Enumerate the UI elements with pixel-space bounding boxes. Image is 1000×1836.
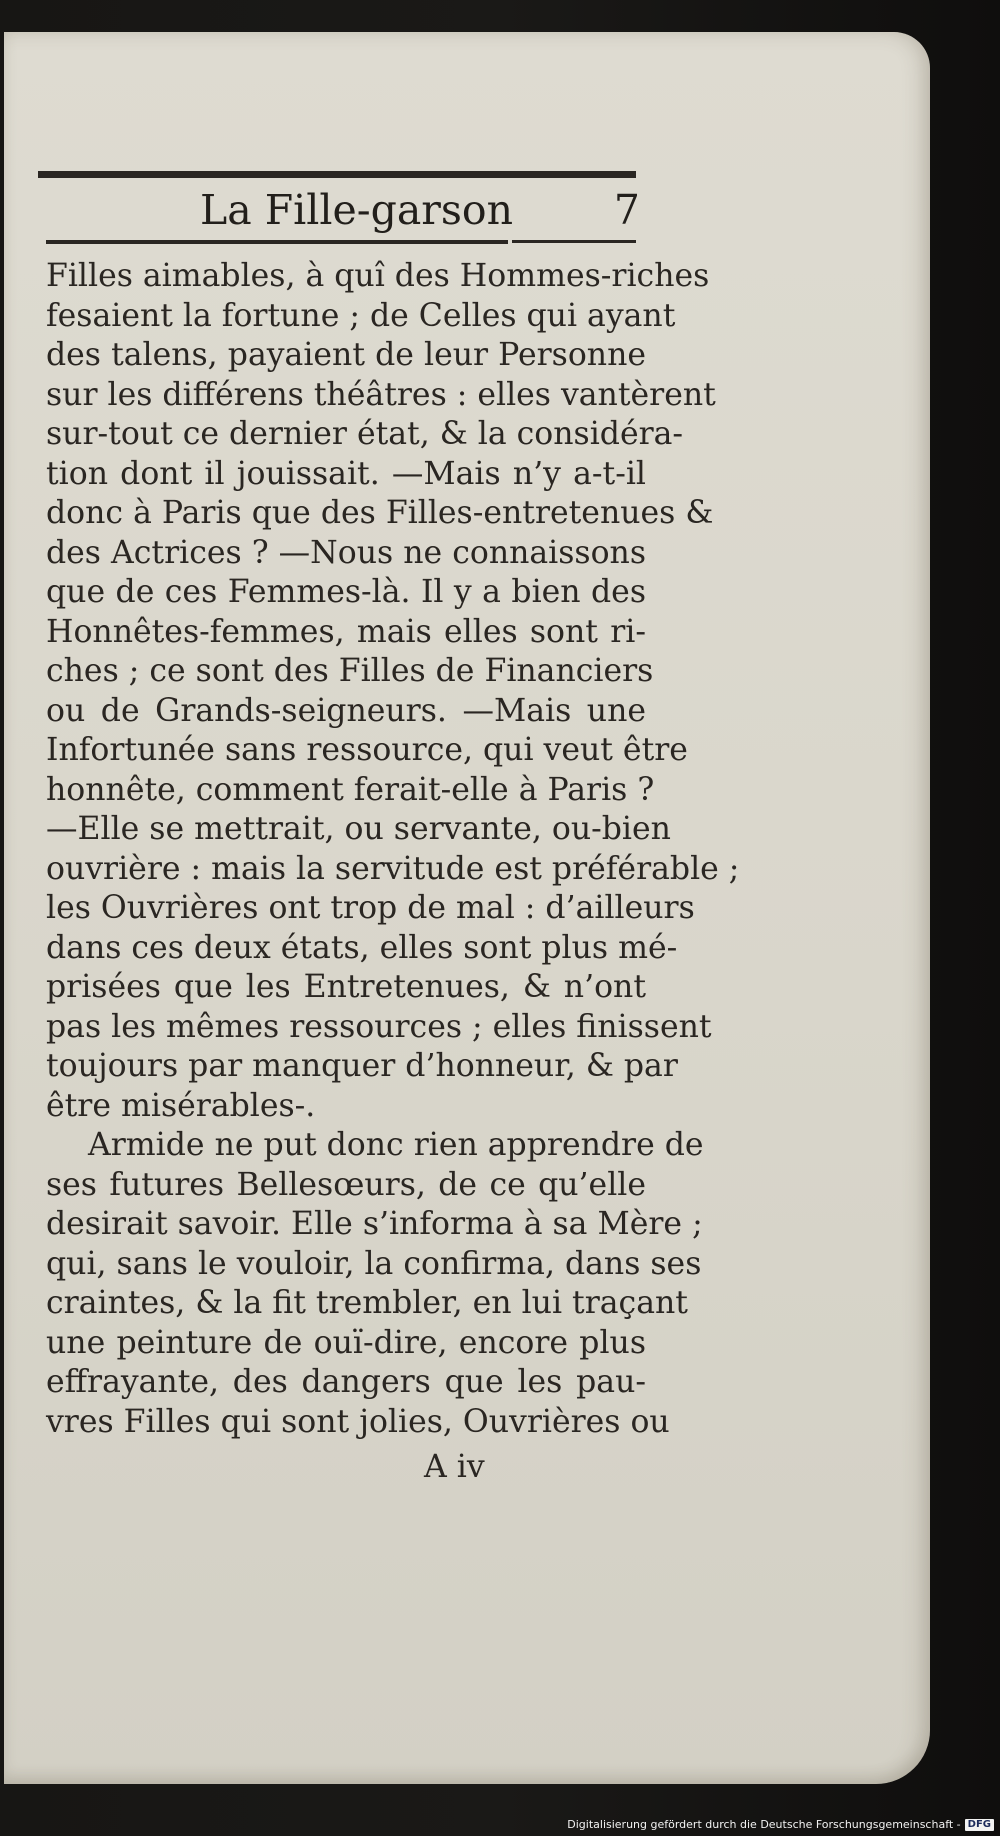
text-line: pas les mêmes ressources ; elles finissent <box>46 1008 712 1045</box>
text-line: vres Filles qui sont jolies, Ouvrières ou <box>46 1403 670 1440</box>
text-line: honnête, comment ferait-elle à Paris ? <box>46 771 655 808</box>
text-line: être misérables-. <box>46 1087 316 1124</box>
signature-mark: A iv <box>424 1449 485 1485</box>
header-rule-bottom <box>46 240 508 244</box>
text-line: sur les différens théâtres : elles vantèrent <box>46 376 716 413</box>
text-line: qui, sans le vouloir, la confirma, dans ses <box>46 1245 702 1282</box>
text-line: Infortunée sans ressource, qui veut être <box>46 732 688 768</box>
text-line: des Actrices ? —Nous ne connaissons <box>46 534 646 571</box>
text-line: toujours par manquer d’honneur, & par <box>46 1048 678 1084</box>
text-line: craintes, & la fit trembler, en lui traçant <box>46 1285 688 1321</box>
page-number: 7 <box>613 186 640 234</box>
text-line: prisées que les Entretenues, & n’ont <box>46 969 646 1005</box>
text-line: fesaient la fortune ; de Celles qui ayant <box>46 297 676 334</box>
text-line: une peinture de ouï-dire, encore plus <box>46 1324 646 1361</box>
text-line: Honnêtes-femmes, mais elles sont ri- <box>46 613 646 650</box>
text-line: effrayante, des dangers que les pau- <box>46 1364 646 1400</box>
text-line: donc à Paris que des Filles-entretenues & <box>46 495 714 531</box>
header-rule-bottom-right <box>512 240 636 243</box>
header-rule-top <box>38 171 636 178</box>
text-line: tion dont il jouissait. —Mais n’y a-t-il <box>46 455 646 492</box>
text-line: desirait savoir. Elle s’informa à sa Mère ; <box>46 1206 703 1242</box>
text-line: les Ouvrières ont trop de mal : d’ailleurs <box>46 890 695 926</box>
text-line: que de ces Femmes-là. Il y a bien des <box>46 574 646 610</box>
text-line: ou de Grands-seigneurs. —Mais une <box>46 692 646 729</box>
text-line: des talens, payaient de leur Personne <box>46 337 646 373</box>
text-line: ses futures Bellesœurs, de ce qu’elle <box>46 1166 646 1203</box>
text-line: —Elle se mettrait, ou servante, ou-bien <box>46 811 671 847</box>
text-line: ches ; ce sont des Filles de Financiers <box>46 653 654 689</box>
text-line: dans ces deux états, elles sont plus mé- <box>46 929 678 966</box>
body-text <box>46 257 740 1442</box>
text-line: ouvrière : mais la servitude est préférable ; <box>46 850 740 887</box>
text-line: sur-tout ce dernier état, & la considéra- <box>46 416 684 452</box>
digitization-credit <box>567 1818 994 1832</box>
running-head-title: La Fille-garson <box>200 186 514 234</box>
credit-text: Digitalisierung gefördert durch die Deutsche Forschungsgemeinschaft - <box>567 1818 961 1831</box>
text-line: Filles aimables, à quî des Hommes-riches <box>46 258 710 294</box>
text-line-paragraph-start: Armide ne put donc rien apprendre de <box>88 1127 704 1163</box>
running-head <box>40 182 640 238</box>
dfg-logo: DFG <box>965 1819 994 1831</box>
